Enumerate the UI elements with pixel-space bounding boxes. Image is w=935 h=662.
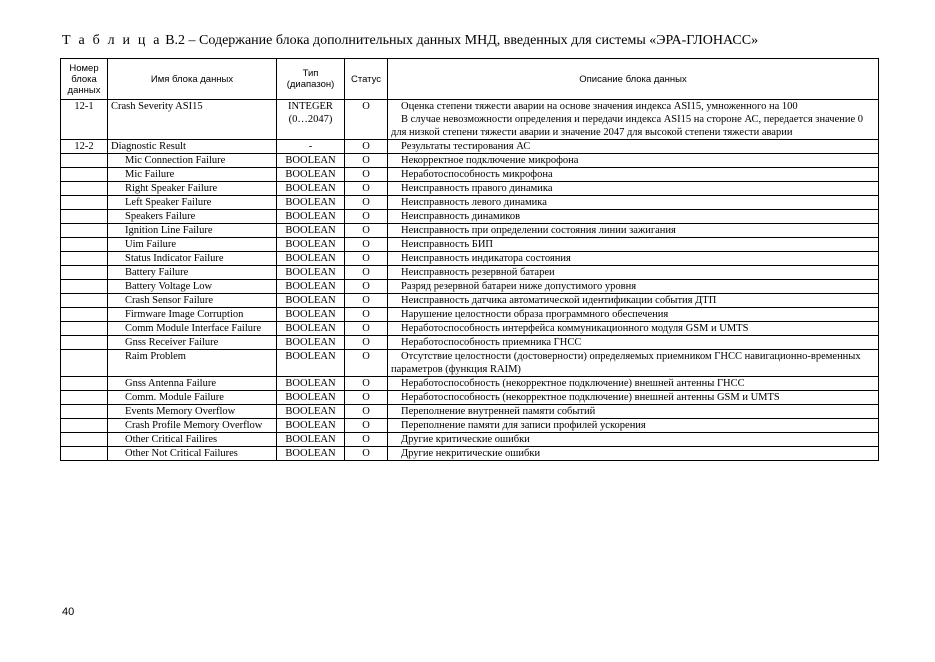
block-number-cell [61,391,108,405]
block-name-cell: Battery Failure [108,266,277,280]
type-cell: BOOLEAN [277,238,345,252]
table-row [61,294,879,308]
status-cell: O [345,252,388,266]
block-name-cell: Battery Voltage Low [108,280,277,294]
block-name-cell: Status Indicator Failure [108,252,277,266]
table-row [61,336,879,350]
table-body [61,100,879,461]
block-number-cell [61,238,108,252]
table-row [61,154,879,168]
block-number-cell [61,322,108,336]
block-name-cell: Right Speaker Failure [108,182,277,196]
header-block-name: Имя блока данных [108,59,277,100]
block-number-cell: 12-1 [61,100,108,140]
block-number-cell [61,433,108,447]
description-paragraph: Неисправность БИП [401,239,493,250]
type-cell: - [277,140,345,154]
description-cell [388,308,879,322]
description-cell [388,433,879,447]
status-cell: O [345,140,388,154]
block-name-cell: Raim Problem [108,350,277,377]
block-number-cell [61,308,108,322]
block-number-cell [61,154,108,168]
table-row [61,252,879,266]
description-cell [388,210,879,224]
description-cell [388,266,879,280]
description-cell [388,377,879,391]
status-cell: O [345,280,388,294]
type-cell: BOOLEAN [277,168,345,182]
table-caption [62,33,758,49]
table-row [61,391,879,405]
table-row [61,100,879,140]
description-paragraph: Неработоспособность микрофона [401,169,553,180]
status-cell: O [345,238,388,252]
header-block-number: Номер блока данных [61,59,108,100]
type-cell: BOOLEAN [277,391,345,405]
status-cell: O [345,210,388,224]
block-name-cell: Other Not Critical Failures [108,447,277,461]
table-row [61,182,879,196]
description-cell [388,196,879,210]
table-row [61,224,879,238]
table-row [61,377,879,391]
description-paragraph: Результаты тестирования АС [401,141,531,152]
type-cell: BOOLEAN [277,280,345,294]
description-paragraph: Нарушение целостности образа программного обеспечения [401,309,669,320]
type-cell: BOOLEAN [277,224,345,238]
block-number-cell [61,182,108,196]
block-name-cell: Crash Severity ASI15 [108,100,277,140]
table-row [61,308,879,322]
block-name-cell: Ignition Line Failure [108,224,277,238]
status-cell: O [345,447,388,461]
block-name-cell: Crash Sensor Failure [108,294,277,308]
status-cell: O [345,433,388,447]
page-number: 40 [62,606,75,618]
type-cell: BOOLEAN [277,266,345,280]
table-header [61,59,879,100]
block-name-cell: Uim Failure [108,238,277,252]
block-number-cell [61,405,108,419]
block-name-cell: Speakers Failure [108,210,277,224]
description-cell [388,100,879,140]
description-paragraph: Разряд резервной батареи ниже допустимого уровня [401,281,637,292]
description-cell [388,405,879,419]
table-row [61,322,879,336]
status-cell: O [345,182,388,196]
description-paragraph: В случае невозможности определения и передачи индекса ASI15 на стороне АС, передается значение 0 для низкой степени тяжести аварии и значение 2047 для высокой степени тяжести аварии [391,114,864,138]
description-cell [388,252,879,266]
description-cell [388,182,879,196]
block-number-cell [61,252,108,266]
status-cell: O [345,419,388,433]
description-cell [388,294,879,308]
table-row [61,168,879,182]
block-number-cell [61,350,108,377]
description-cell [388,238,879,252]
description-paragraph: Неисправность правого динамика [401,183,553,194]
description-cell [388,168,879,182]
block-name-cell: Other Critical Failires [108,433,277,447]
table-row [61,238,879,252]
header-type-range: Тип (диапазон) [277,59,345,100]
block-number-cell [61,294,108,308]
description-paragraph: Оценка степени тяжести аварии на основе значения индекса ASI15, умноженного на 100 [401,101,798,112]
block-number-cell [61,377,108,391]
description-paragraph: Неисправность динамиков [401,211,521,222]
description-cell [388,419,879,433]
description-paragraph: Неработоспособность (некорректное подключение) внешней антенны GSM и UMTS [401,392,780,403]
caption-text: В.2 – Содержание блока дополнительных данных МНД, введенных для системы «ЭРА-ГЛОНАСС» [165,33,759,48]
description-paragraph: Неработоспособность приемника ГНСС [401,337,582,348]
table-row [61,447,879,461]
block-number-cell: 12-2 [61,140,108,154]
type-cell: BOOLEAN [277,336,345,350]
status-cell: O [345,391,388,405]
status-cell: O [345,168,388,182]
description-paragraph: Переполнение внутренней памяти событий [401,406,596,417]
block-name-cell: Firmware Image Corruption [108,308,277,322]
type-cell: INTEGER (0…2047) [277,100,345,140]
status-cell: O [345,308,388,322]
caption-label: Т а б л и ц а [62,33,162,48]
description-paragraph: Неисправность датчика автоматической идентификации события ДТП [401,295,717,306]
description-cell [388,336,879,350]
status-cell: O [345,294,388,308]
block-number-cell [61,196,108,210]
block-name-cell: Events Memory Overflow [108,405,277,419]
description-cell [388,322,879,336]
description-cell [388,350,879,377]
block-number-cell [61,336,108,350]
type-cell: BOOLEAN [277,377,345,391]
type-cell: BOOLEAN [277,405,345,419]
description-paragraph: Другие критические ошибки [401,434,530,445]
table-row [61,350,879,377]
table-row [61,433,879,447]
status-cell: O [345,336,388,350]
description-cell [388,391,879,405]
type-cell: BOOLEAN [277,154,345,168]
block-name-cell: Gnss Antenna Failure [108,377,277,391]
description-cell [388,154,879,168]
block-name-cell: Gnss Receiver Failure [108,336,277,350]
table-row [61,196,879,210]
table-row [61,405,879,419]
type-cell: BOOLEAN [277,322,345,336]
status-cell: O [345,196,388,210]
block-name-cell: Comm Module Interface Failure [108,322,277,336]
type-cell: BOOLEAN [277,182,345,196]
header-status: Статус [345,59,388,100]
description-paragraph: Неработоспособность (некорректное подключение) внешней антенны ГНСС [401,378,745,389]
description-cell [388,224,879,238]
status-cell: O [345,350,388,377]
header-description: Описание блока данных [388,59,879,100]
header-row [61,59,879,100]
description-paragraph: Отсутствие целостности (достоверности) определяемых приемником ГНСС навигационно-временных параметров (функция RAIM) [391,351,861,375]
block-number-cell [61,447,108,461]
block-number-cell [61,266,108,280]
description-paragraph: Неисправность при определении состояния линии зажигания [401,225,676,236]
block-name-cell: Diagnostic Result [108,140,277,154]
status-cell: O [345,322,388,336]
block-number-cell [61,224,108,238]
block-number-cell [61,280,108,294]
description-paragraph: Переполнение памяти для записи профилей ускорения [401,420,646,431]
type-cell: BOOLEAN [277,419,345,433]
type-cell: BOOLEAN [277,210,345,224]
description-cell [388,447,879,461]
type-cell: BOOLEAN [277,447,345,461]
description-paragraph: Неисправность резервной батареи [401,267,555,278]
table-row [61,419,879,433]
description-paragraph: Неработоспособность интерфейса коммуникационного модуля GSM и UMTS [401,323,749,334]
block-number-cell [61,210,108,224]
block-number-cell [61,419,108,433]
block-number-cell [61,168,108,182]
type-cell: BOOLEAN [277,252,345,266]
description-cell [388,280,879,294]
type-cell: BOOLEAN [277,433,345,447]
description-cell [388,140,879,154]
block-name-cell: Left Speaker Failure [108,196,277,210]
description-paragraph: Некорректное подключение микрофона [401,155,579,166]
block-name-cell: Comm. Module Failure [108,391,277,405]
block-name-cell: Mic Connection Failure [108,154,277,168]
status-cell: O [345,266,388,280]
status-cell: O [345,154,388,168]
type-cell: BOOLEAN [277,294,345,308]
description-paragraph: Неисправность левого динамика [401,197,547,208]
table-row [61,266,879,280]
type-cell: BOOLEAN [277,308,345,322]
type-cell: BOOLEAN [277,196,345,210]
status-cell: O [345,377,388,391]
block-name-cell: Mic Failure [108,168,277,182]
description-paragraph: Неисправность индикатора состояния [401,253,571,264]
mnd-data-table [60,58,879,461]
description-paragraph: Другие некритические ошибки [401,448,541,459]
status-cell: O [345,100,388,140]
table-row [61,140,879,154]
table-row [61,280,879,294]
table-row [61,210,879,224]
type-cell: BOOLEAN [277,350,345,377]
block-name-cell: Crash Profile Memory Overflow [108,419,277,433]
status-cell: O [345,405,388,419]
status-cell: O [345,224,388,238]
